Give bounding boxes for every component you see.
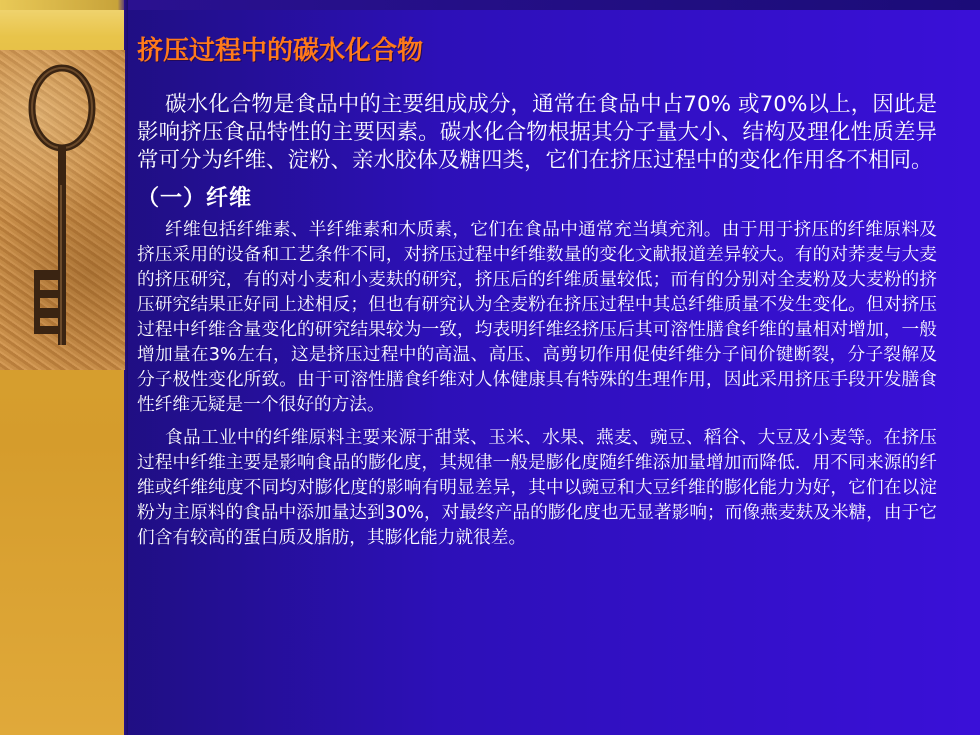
old-iron-key-photo	[0, 50, 125, 370]
top-accent-strip	[0, 0, 980, 10]
intro-paragraph: 碳水化合物是食品中的主要组成成分，通常在食品中占70% 或70%以上，因此是影响挤压食品特性的主要因素。碳水化合物根据其分子量大小、结构及理化性质差异常可分为纤维、淀粉、亲水胶体及糖四类，它们在挤压过程中的变化作用各不相同。	[137, 92, 937, 173]
key-icon	[0, 50, 125, 370]
section-heading: （一）纤维	[137, 186, 253, 211]
fiber-paragraph-2: 食品工业中的纤维原料主要来源于甜菜、玉米、水果、燕麦、豌豆、稻谷、大豆及小麦等。在挤压过程中纤维主要是影响食品的膨化度，其规律一般是膨化度随纤维添加量增加而降低．用不同来源的纤维或纤维纯度不同均对膨化度的影响有明显差异，其中以豌豆和大豆纤维的膨化能力为好，它们在以淀粉为主原料的食品中添加量达到30%，对最终产品的膨化度也无显著影响；而像燕麦麸及米糖，由于它们含有较高的蛋白质及脂肪，其膨化能力就很差。	[137, 428, 937, 548]
slide-title: 挤压过程中的碳水化合物	[137, 36, 424, 66]
fiber-paragraph-1: 纤维包括纤维素、半纤维素和木质素，它们在食品中通常充当填充剂。由于用于挤压的纤维原料及挤压采用的设备和工艺条件不同，对挤压过程中纤维数量的变化文献报道差异较大。有的对荞麦与大麦的挤压研究，有的对小麦和小麦麸的研究，挤压后的纤维质量较低；而有的分别对全麦粉及大麦粉的挤压研究结果正好同上述相反；但也有研究认为全麦粉在挤压过程中其总纤维质量不发生变化。但对挤压过程中纤维含量变化的研究结果较为一致，均表明纤维经挤压后其可溶性膳食纤维的量相对增加，一般增加量在3%左右，这是挤压过程中的高温、高压、高剪切作用促使纤维分子间价键断裂，分子裂解及分子极性变化所致。由于可溶性膳食纤维对人体健康具有特殊的生理作用，因此采用挤压手段开发膳食性纤维无疑是一个很好的方法。	[137, 220, 937, 415]
slide-content	[137, 30, 937, 559]
